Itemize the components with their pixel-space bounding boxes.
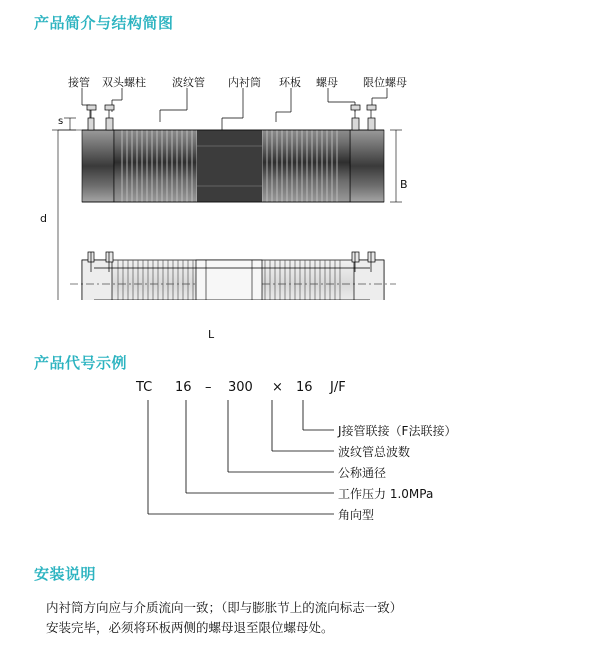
product-code-leader-lines — [0, 378, 600, 553]
product-code-diagram — [0, 378, 600, 553]
legend-pressure: 工作压力 1.0MPa — [338, 487, 434, 501]
structure-diagram — [0, 60, 600, 341]
code-token-connection: J/F — [330, 380, 346, 395]
section-title-install: 安装说明 — [34, 565, 97, 583]
callout-label-3: 内衬筒 — [228, 76, 261, 89]
legend-wavecount: 波纹管总波数 — [338, 445, 411, 459]
dimension-label-B: B — [400, 178, 408, 191]
install-note-2: 安装完毕，必须将环板两侧的螺母退至限位螺母处。 — [46, 620, 334, 635]
dimension-label-s: s — [58, 116, 64, 127]
code-token-times: × — [272, 380, 283, 395]
legend-connection: J接管联接（F法联接） — [338, 424, 457, 438]
code-token-dash: – — [205, 380, 212, 395]
legend-type: 角向型 — [338, 508, 375, 522]
callout-label-4: 环板 — [279, 76, 301, 89]
callout-label-0: 接管 — [68, 76, 90, 89]
callout-label-1: 双头螺柱 — [102, 76, 146, 89]
section-title-code: 产品代号示例 — [34, 354, 128, 372]
legend-diameter: 公称通径 — [338, 466, 387, 480]
section-title-structure: 产品简介与结构简图 — [34, 14, 174, 32]
install-notes — [46, 598, 566, 638]
install-note-1: 内衬筒方向应与介质流向一致；（即与膨胀节上的流向标志一致） — [46, 600, 403, 615]
code-token-diameter: 300 — [228, 380, 253, 395]
code-token-type: TC — [136, 380, 153, 395]
callout-label-5: 螺母 — [316, 76, 338, 89]
code-token-wavecount: 16 — [296, 380, 313, 395]
callout-label-6: 限位螺母 — [363, 76, 407, 89]
code-token-pressure: 16 — [175, 380, 192, 395]
structure-diagram-svg — [0, 60, 600, 300]
dimension-label-d: d — [40, 212, 47, 225]
dimension-label-L: L — [208, 328, 215, 341]
callout-label-2: 波纹管 — [172, 76, 205, 89]
